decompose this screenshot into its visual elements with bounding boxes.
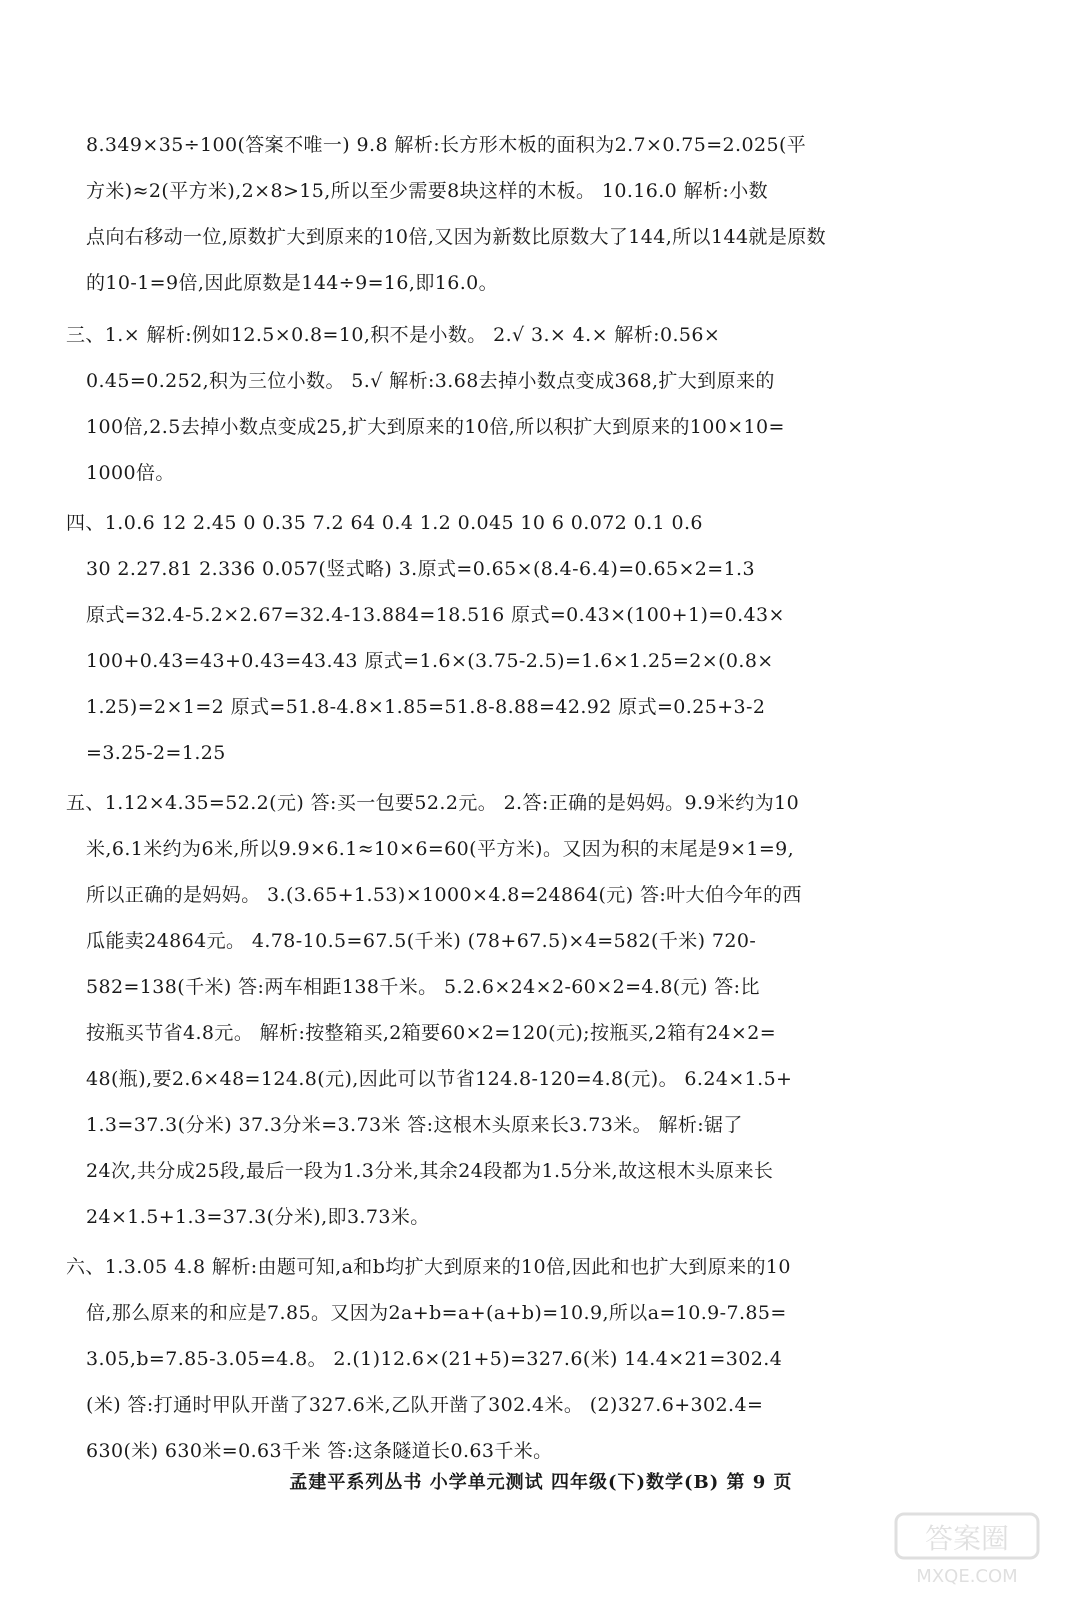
answer-line: 六、1.3.05 4.8 解析:由题可知,a和b均扩大到原来的10倍,因此和也扩大到原来的10 [66, 1256, 791, 1278]
answer-line: 四、1.0.6 12 2.45 0 0.35 7.2 64 0.4 1.2 0.045 10 6 0.072 0.1 0.6 [66, 512, 703, 534]
answer-line: 582=138(千米) 答:两车相距138千米。 5.2.6×24×2-60×2=4.8(元) 答:比 [86, 976, 760, 998]
answer-line: 三、1.× 解析:例如12.5×0.8=10,积不是小数。 2.√ 3.× 4.× 解析:0.56× [66, 324, 721, 346]
answer-line: =3.25-2=1.25 [86, 742, 226, 764]
answer-line: (米) 答:打通时甲队开凿了327.6米,乙队开凿了302.4米。 (2)327.6+302.4= [86, 1394, 764, 1416]
answer-line: 米,6.1米约为6米,所以9.9×6.1≈10×6=60(平方米)。又因为积的末尾是9×1=9, [86, 838, 795, 860]
answer-line: 100倍,2.5去掉小数点变成25,扩大到原来的10倍,所以积扩大到原来的100×10= [86, 416, 785, 438]
answer-line: 瓜能卖24864元。 4.78-10.5=67.5(千米) (78+67.5)×4=582(千米) 720- [86, 930, 757, 952]
answer-line: 48(瓶),要2.6×48=124.8(元),因此可以节省124.8-120=4.8(元)。 6.24×1.5+ [86, 1068, 793, 1090]
answer-line: 方米)≈2(平方米),2×8>15,所以至少需要8块这样的木板。 10.16.0 解析:小数 [86, 180, 769, 202]
answer-line: 0.45=0.252,积为三位小数。 5.√ 解析:3.68去掉小数点变成368,扩大到原来的 [86, 370, 775, 392]
answer-line: 按瓶买节省4.8元。 解析:按整箱买,2箱要60×2=120(元);按瓶买,2箱有24×2= [86, 1022, 777, 1044]
answer-line: 1.25)=2×1=2 原式=51.8-4.8×1.85=51.8-8.88=42.92 原式=0.25+3-2 [86, 696, 766, 718]
answer-line: 所以正确的是妈妈。 3.(3.65+1.53)×1000×4.8=24864(元) 答:叶大伯今年的西 [86, 884, 802, 906]
answer-line: 五、1.12×4.35=52.2(元) 答:买一包要52.2元。 2.答:正确的是妈妈。9.9米约为10 [66, 792, 800, 814]
answer-line: 30 2.27.81 2.336 0.057(竖式略) 3.原式=0.65×(8.4-6.4)=0.65×2=1.3 [86, 558, 755, 580]
watermark-lettering: 答案圈 [924, 1522, 1010, 1555]
answer-line: 的10-1=9倍,因此原数是144÷9=16,即16.0。 [86, 272, 499, 294]
answer-line: 24×1.5+1.3=37.3(分米),即3.73米。 [86, 1206, 430, 1228]
watermark-domain: MXQE.COM [916, 1566, 1018, 1587]
page-footer: 孟建平系列丛书 小学单元测试 四年级(下)数学(B) 第 9 页 [289, 1472, 793, 1493]
answer-line: 点向右移动一位,原数扩大到原来的10倍,又因为新数比原数大了144,所以144就是原数 [86, 226, 827, 248]
answer-line: 8.349×35÷100(答案不唯一) 9.8 解析:长方形木板的面积为2.7×0.75=2.025(平 [86, 134, 807, 156]
answer-line: 100+0.43=43+0.43=43.43 原式=1.6×(3.75-2.5)=1.6×1.25=2×(0.8× [86, 650, 774, 672]
answer-line: 1.3=37.3(分米) 37.3分米=3.73米 答:这根木头原来长3.73米。 解析:锯了 [86, 1114, 743, 1136]
answer-line: 3.05,b=7.85-3.05=4.8。 2.(1)12.6×(21+5)=327.6(米) 14.4×21=302.4 [86, 1348, 783, 1370]
watermark-logo [892, 1510, 1042, 1590]
answer-line: 1000倍。 [86, 462, 175, 484]
answer-line: 倍,那么原来的和应是7.85。又因为2a+b=a+(a+b)=10.9,所以a=10.9-7.85= [86, 1302, 787, 1324]
answer-line: 630(米) 630米=0.63千米 答:这条隧道长0.63千米。 [86, 1440, 553, 1462]
answer-line: 原式=32.4-5.2×2.67=32.4-13.884=18.516 原式=0.43×(100+1)=0.43× [86, 604, 785, 626]
answer-line: 24次,共分成25段,最后一段为1.3分米,其余24段都为1.5分米,故这根木头原来长 [86, 1160, 774, 1182]
